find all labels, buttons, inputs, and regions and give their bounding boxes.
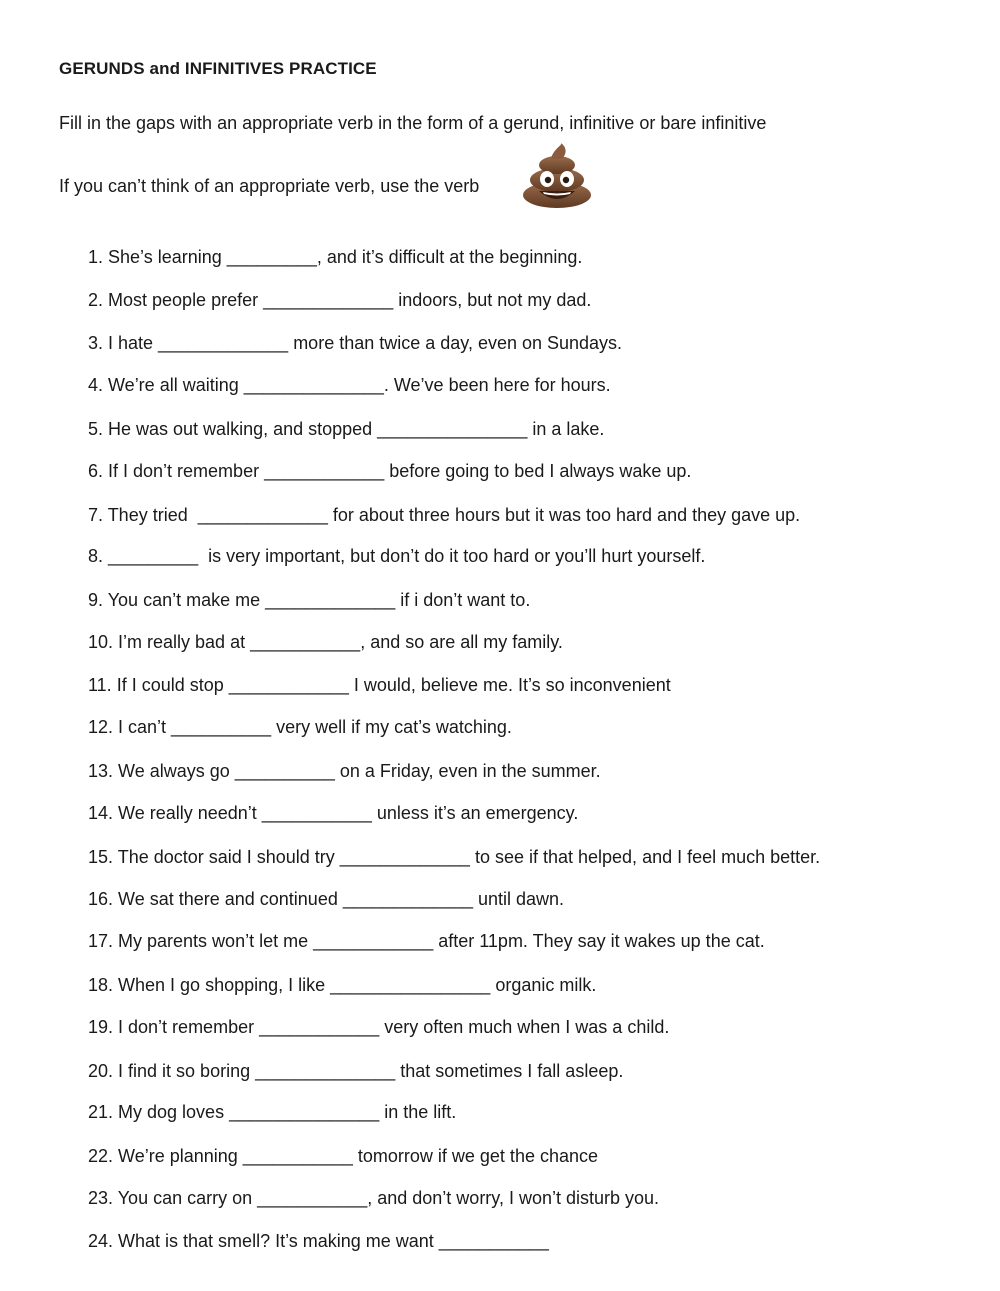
question-item: 1. She’s learning _________, and it’s difficult at the beginning.: [88, 247, 583, 267]
question-item: 21. My dog loves _______________ in the lift.: [88, 1102, 457, 1122]
question-item: 19. I don’t remember ____________ very often much when I was a child.: [88, 1017, 670, 1037]
question-item: 7. They tried _____________ for about three hours but it was too hard and they gave up.: [88, 505, 801, 525]
question-item: 22. We’re planning ___________ tomorrow if we get the chance: [88, 1146, 599, 1166]
question-item: 5. He was out walking, and stopped _______________ in a lake.: [88, 419, 605, 439]
question-item: 10. I’m really bad at ___________, and so are all my family.: [88, 632, 563, 652]
question-item: 13. We always go __________ on a Friday, even in the summer.: [88, 761, 601, 781]
question-item: 2. Most people prefer _____________ indoors, but not my dad.: [88, 290, 592, 310]
question-item: 20. I find it so boring ______________ that sometimes I fall asleep.: [88, 1061, 624, 1081]
question-item: 9. You can’t make me _____________ if i don’t want to.: [88, 590, 531, 610]
question-item: 24. What is that smell? It’s making me want ___________: [88, 1231, 549, 1251]
question-item: 14. We really needn’t ___________ unless it’s an emergency.: [88, 803, 579, 823]
question-item: 12. I can’t __________ very well if my cat’s watching.: [88, 717, 512, 737]
poop-emoji-icon: [521, 143, 593, 209]
instruction-text: Fill in the gaps with an appropriate verb in the form of a gerund, infinitive or bare infinitive: [59, 113, 767, 133]
question-item: 15. The doctor said I should try _____________ to see if that helped, and I feel much better.: [88, 847, 821, 867]
question-item: 23. You can carry on ___________, and don’t worry, I won’t disturb you.: [88, 1188, 660, 1208]
question-item: 16. We sat there and continued _____________ until dawn.: [88, 889, 565, 909]
question-item: 6. If I don’t remember ____________ before going to bed I always wake up.: [88, 461, 692, 481]
question-item: 3. I hate _____________ more than twice a day, even on Sundays.: [88, 333, 623, 353]
page-title: GERUNDS and INFINITIVES PRACTICE: [59, 59, 377, 78]
question-item: 8. _________ is very important, but don’t do it too hard or you’ll hurt yourself.: [88, 546, 706, 566]
question-item: 11. If I could stop ____________ I would, believe me. It’s so inconvenient: [88, 675, 671, 695]
question-item: 18. When I go shopping, I like ________________ organic milk.: [88, 975, 597, 995]
emoji-hint-text: If you can’t think of an appropriate verb, use the verb: [59, 176, 480, 196]
question-item: 4. We’re all waiting ______________. We’ve been here for hours.: [88, 375, 611, 395]
question-item: 17. My parents won’t let me ____________ after 11pm. They say it wakes up the cat.: [88, 931, 765, 951]
